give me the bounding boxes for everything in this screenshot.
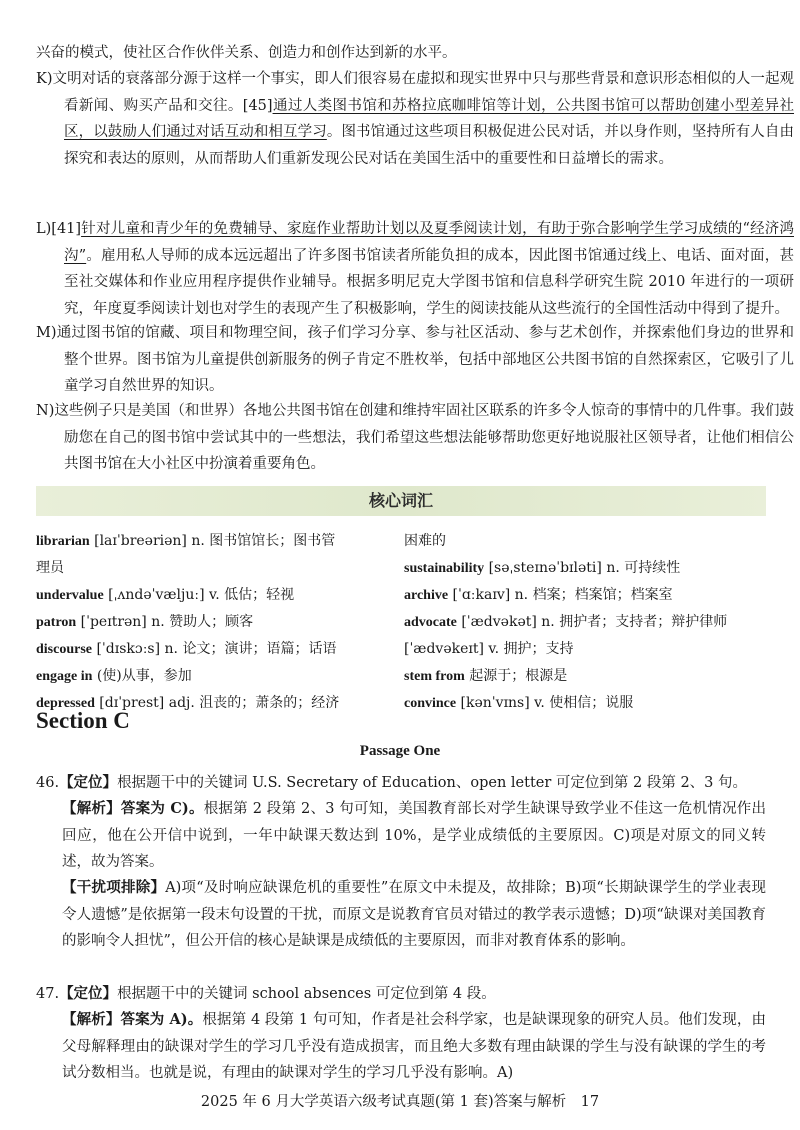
paragraph-m (36, 320, 794, 400)
vocab-word: librarian (36, 534, 90, 549)
vocab-word: depressed (36, 696, 95, 711)
underlined-answer-text: 通过人类图书馆和苏格拉底咖啡馆等计划，公共图书馆可以帮助创建小型差异社区，以鼓励人们通过对话互动和相互学习 (64, 97, 795, 140)
vocab-definition: 理员 (36, 560, 64, 576)
paragraph-text: 兴奋的模式，使社区合作伙伴关系、创造力和创作达到新的水平。 (36, 45, 457, 61)
vocab-definition: [laɪˈbreəriən] n. 图书馆馆长；图书管 (89, 533, 336, 549)
question-number: 47. (36, 986, 60, 1002)
vocab-entry (36, 609, 396, 636)
q47-analysis (36, 1007, 766, 1087)
q46-analysis (36, 796, 766, 876)
vocab-entry (404, 636, 766, 663)
paragraph-text: 文明对话的衰落部分源于这样一个事实，即人们很容易在虚拟和现实世界中只与那些背景和意识形态相似的人一起观看新闻、购买产品和交往。 (52, 71, 794, 114)
vocab-definition: [kənˈvɪns] v. 使相信；说服 (456, 695, 634, 711)
vocab-definition: [ˈpeɪtrən] n. 赞助人；顾客 (76, 614, 254, 630)
vocab-word: discourse (36, 642, 92, 657)
tag-locate: 【定位】 (59, 774, 118, 791)
vocab-definition: [ˌʌndəˈvæljuː] v. 低估；轻视 (103, 587, 295, 603)
answer-lead: 答案为 C)。 (120, 800, 204, 817)
vocab-word: archive (404, 588, 449, 603)
tag-analysis: 【解析】 (62, 800, 121, 817)
analysis-text: 根据第 4 段第 1 句可知，作者是社会科学家，也是缺课现象的研究人员。他们发现，由父母解释理由的缺课对学生的学习几乎没有造成损害，而且绝大多数有理由缺课的学生与没有缺课的学生的考试分数相当。也就是说，有理由的缺课对学生的学习几乎没有影响。A) (62, 1012, 766, 1081)
underlined-answer-text: 针对儿童和青少年的免费辅导、家庭作业帮助计划以及夏季阅读计划，有助于弥合影响学生学习成绩的“经济鸿沟” (64, 221, 794, 264)
vocab-definition: [ˈdɪskɔːs] n. 论文；演讲；语篇；话语 (92, 641, 337, 657)
vocab-word: undervalue (36, 588, 104, 603)
vocab-heading: 核心词汇 (36, 486, 766, 516)
vocab-column-left (36, 528, 396, 717)
vocab-definition: 困难的 (404, 533, 446, 549)
vocab-word: convince (404, 696, 457, 711)
vocab-definition: [dɪˈprest] adj. 沮丧的；萧条的；经济 (94, 695, 340, 711)
vocab-entry (404, 555, 766, 582)
answer-lead: 答案为 A)。 (120, 1011, 203, 1028)
vocab-entry (404, 528, 766, 555)
vocab-entry (404, 663, 766, 690)
vocab-definition: 起源于；根源是 (464, 668, 568, 684)
q46-locate (36, 770, 766, 797)
vocab-definition: [səˌsteɪnəˈbɪləti] n. 可持续性 (484, 560, 681, 576)
vocab-definition: (使)从事，参加 (92, 668, 192, 684)
paragraph-text: 这些例子只是美国（和世界）各地公共图书馆在创建和维持牢固社区联系的许多令人惊奇的事情中的几件事。我们鼓励您在自己的图书馆中尝试其中的一些想法，我们希望这些想法能够帮助您更好地说服社区领导者，让他们相信公共图书馆在大小社区中扮演着重要角色。 (54, 403, 794, 472)
vocab-definition: [ˈædvəkət] n. 拥护者；支持者；辩护律师 (456, 614, 728, 630)
paragraph-continuation (36, 40, 766, 67)
paragraph-text: 。雇用私人导师的成本远远超出了许多图书馆读者所能负担的成本，因此图书馆通过线上、电话、面对面，甚至社交媒体和作业应用程序提供作业辅导。根据多明尼克大学图书馆和信息科学研究生院 2010 年进行的一项研究，年度夏季阅读计划也对学生的表现产生了积极影响，学生的阅读技能从这些流行的全国性活动中得到了提升。 (64, 247, 794, 317)
locate-text: 根据题干中的关键词 school absences 可定位到第 4 段。 (117, 986, 496, 1002)
q46-distractors (36, 875, 766, 955)
vocab-word: stem from (404, 669, 465, 684)
vocab-entry (36, 663, 396, 690)
analysis-text: 根据第 2 段第 2、3 句可知，美国教育部长对学生缺课导致学业不佳这一危机情况作出回应，他在公开信中说到，一年中缺课天数达到 10%，是学业成绩低的主要原因。C)项是对原文的同义转述，故为答案。 (62, 801, 767, 870)
tag-distractors: 【干扰项排除】 (62, 879, 166, 896)
question-ref: [41] (51, 221, 82, 237)
paragraph-text: 通过图书馆的馆藏、项目和物理空间，孩子们学习分享、参与社区活动、参与艺术创作，并探索他们身边的世界和整个世界。图书馆为儿童提供创新服务的例子肯定不胜枚举，包括中部地区公共图书馆的自然探索区，它吸引了儿童学习自然世界的知识。 (56, 325, 794, 394)
locate-text: 根据题干中的关键词 U.S. Secretary of Education、open letter 可定位到第 2 段第 2、3 句。 (117, 775, 748, 791)
paragraph-k (36, 66, 794, 172)
tag-analysis: 【解析】 (62, 1011, 121, 1028)
vocab-entry (404, 609, 766, 636)
vocab-entry (36, 528, 396, 555)
vocab-definition: [ˈɑːkaɪv] n. 档案；档案馆；档案室 (448, 587, 673, 603)
vocab-column-right (404, 528, 766, 717)
section-title: Section C (36, 708, 130, 733)
question-number: 46. (36, 775, 60, 791)
vocab-word: patron (36, 615, 77, 630)
vocab-word: sustainability (404, 561, 485, 576)
vocab-definition: [ˈædvəkeɪt] v. 拥护；支持 (404, 641, 574, 657)
paragraph-l (36, 216, 794, 322)
page-footer: 2025 年 6 月大学英语六级考试真题(第 1 套)答案与解析 17 (200, 1094, 600, 1110)
tag-locate: 【定位】 (59, 985, 118, 1002)
vocab-word: engage in (36, 669, 93, 684)
vocab-entry (36, 582, 396, 609)
vocab-entry (36, 636, 396, 663)
vocab-entry (36, 555, 396, 582)
paragraph-n (36, 398, 794, 478)
q47-locate (36, 981, 766, 1008)
passage-title: Passage One (359, 743, 441, 759)
vocab-entry (404, 582, 766, 609)
distractor-text: A)项“及时响应缺课危机的重要性”在原文中未提及，故排除；B)项“长期缺课学生的学业表现令人遗憾”是依据第一段末句设置的干扰，而原文是说教育官员对错过的教学表示遗憾；D)项“缺课对美国教育的影响令人担忧”，但公开信的核心是缺课是成绩低的主要原因，而非对教育体系的影响。 (62, 880, 766, 949)
paragraph-label: L) (36, 221, 52, 237)
question-ref: [45] (242, 97, 273, 114)
paragraph-text: 。图书馆通过这些项目积极促进公民对话，并以身作则，坚持所有人自由探究和表达的原则，从而帮助人们重新发现公民对话在美国生活中的重要性和日益增长的需求。 (64, 124, 795, 167)
vocab-word: advocate (404, 615, 457, 630)
vocab-entry (404, 690, 766, 717)
paragraph-label: N) (36, 403, 55, 419)
paragraph-label: K) (36, 71, 53, 87)
paragraph-label: M) (36, 325, 57, 341)
